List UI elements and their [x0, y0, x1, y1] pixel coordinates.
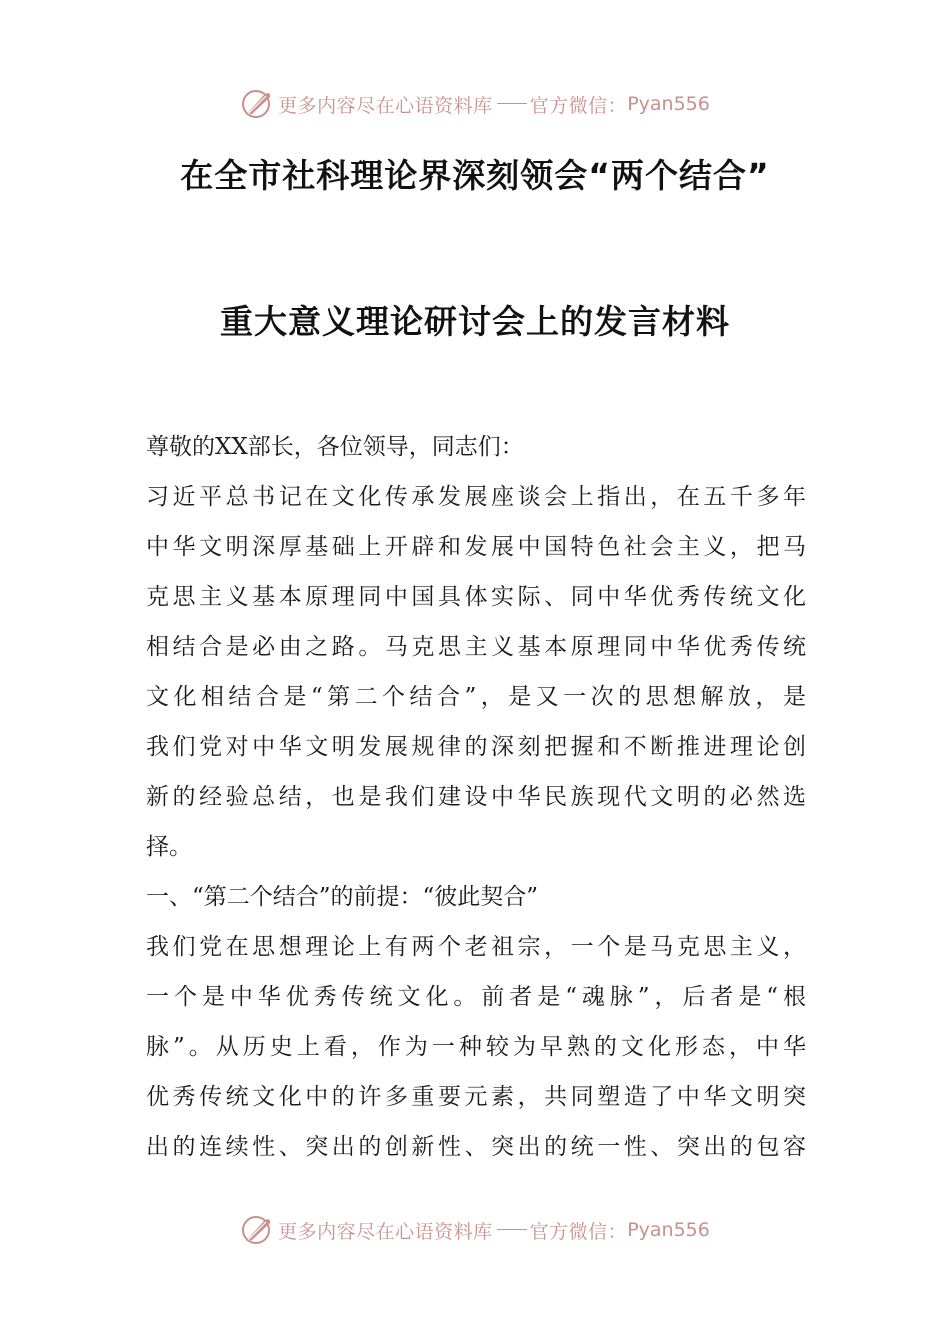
- watermark-dash: [497, 1229, 527, 1230]
- paragraph-line: 择。: [146, 834, 192, 860]
- quill-logo-icon: [240, 87, 274, 121]
- paragraph-line: 新的经验总结，也是我们建设中华民族现代文明的必然选: [146, 784, 806, 810]
- watermark-text: 更多内容尽在心语资料库: [278, 1220, 493, 1243]
- paragraph-line: 中华文明深厚基础上开辟和发展中国特色社会主义，把马: [146, 534, 806, 560]
- watermark-suffix: 官方微信：: [529, 94, 628, 117]
- paragraph-line: 我们党对中华文明发展规律的深刻把握和不断推进理论创: [146, 734, 806, 760]
- paragraph-line: 相结合是必由之路。马克思主义基本原理同中华优秀传统: [146, 634, 806, 660]
- watermark-header: [0, 84, 950, 124]
- paragraph-line: 习近平总书记在文化传承发展座谈会上指出，在五千多年: [146, 484, 806, 510]
- watermark-wechat-id: Pyan556: [627, 1219, 710, 1241]
- paragraph-line: 文化相结合是“第二个结合”，是又一次的思想解放，是: [146, 684, 806, 710]
- watermark-suffix: 官方微信：: [529, 1220, 628, 1243]
- paragraph-line: 一个是中华优秀传统文化。前者是“魂脉”，后者是“根: [146, 984, 806, 1010]
- paragraph-line: 克思主义基本原理同中国具体实际、同中华优秀传统文化: [146, 584, 806, 610]
- document-body: [146, 422, 806, 1172]
- watermark-dash: [497, 103, 527, 104]
- paragraph-line: 我们党在思想理论上有两个老祖宗，一个是马克思主义，: [146, 934, 806, 960]
- paragraph-line: 脉”。从历史上看，作为一种较为早熟的文化形态，中华: [146, 1034, 806, 1060]
- watermark-wechat-id: Pyan556: [627, 93, 710, 115]
- greeting: 尊敬的XX部长，各位领导，同志们：: [146, 434, 524, 460]
- quill-logo-icon: [240, 1213, 274, 1247]
- paragraph-line: 优秀传统文化中的许多重要元素，共同塑造了中华文明突: [146, 1084, 806, 1110]
- watermark-text: 更多内容尽在心语资料库: [278, 94, 493, 117]
- paragraph-line: 出的连续性、突出的创新性、突出的统一性、突出的包容: [146, 1134, 806, 1160]
- section-heading: 一、“第二个结合”的前提：“彼此契合”: [146, 884, 539, 910]
- document-title-line-2: 重大意义理论研讨会上的发言材料: [220, 302, 730, 341]
- document-title-line-1: 在全市社科理论界深刻领会“两个结合”: [180, 156, 770, 195]
- watermark-footer: [0, 1210, 950, 1250]
